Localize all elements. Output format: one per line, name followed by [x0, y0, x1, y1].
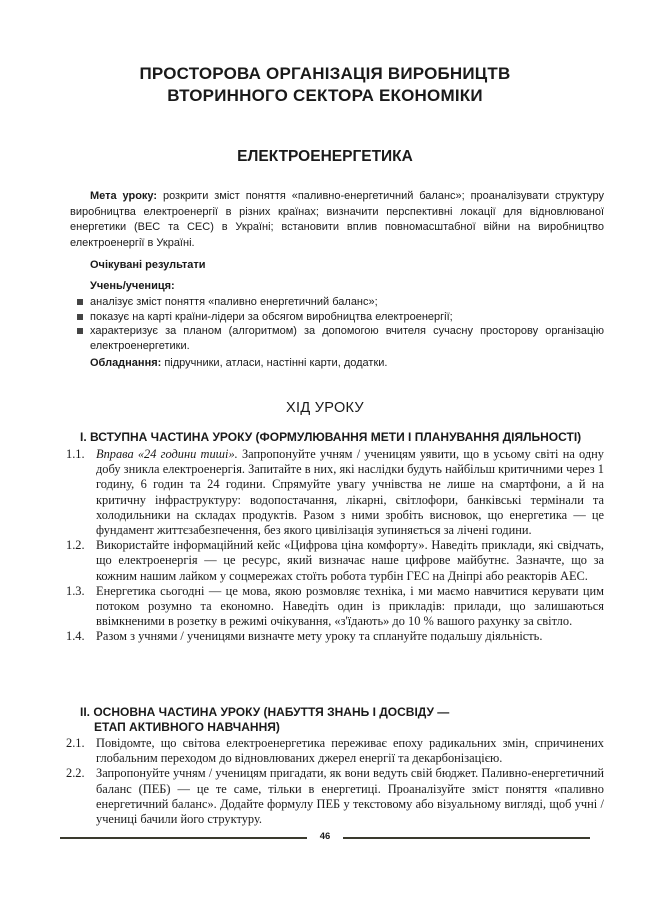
- page-title-line1: ПРОСТОРОВА ОРГАНІЗАЦІЯ ВИРОБНИЦТВ: [139, 64, 511, 83]
- section2-title-line1: ІІ. ОСНОВНА ЧАСТИНА УРОКУ (НАБУТТЯ ЗНАНЬ І ДОСВІДУ —: [80, 705, 450, 719]
- item-number: 1.1.: [66, 447, 85, 461]
- pupil-title: Учень/учениця:: [90, 280, 175, 292]
- list-item: [66, 736, 604, 766]
- list-item: [66, 766, 604, 827]
- item-number: 2.2.: [66, 766, 85, 781]
- list-item: [66, 538, 604, 584]
- section1-title: І. ВСТУПНА ЧАСТИНА УРОКУ (ФОРМУЛЮВАННЯ МЕТИ І ПЛАНУВАННЯ ДІЯЛЬНОСТІ): [80, 430, 582, 444]
- page-number: 46: [319, 831, 331, 842]
- item-text: Разом з учнями / ученицями визначте мету уроку та сплануйте подальшу діяльність.: [96, 629, 543, 644]
- item-number: 1.4.: [66, 629, 85, 644]
- list-item-text: показує на карті країни-лідери за обсягом виробництва електроенергії;: [90, 310, 453, 323]
- lesson-subtitle: ЕЛЕКТРОЕНЕРГЕТИКА: [237, 148, 413, 165]
- item-italic: Вправа «24 години тиші».: [96, 447, 238, 461]
- item-number: 1.3.: [66, 583, 85, 598]
- equipment-text: підручники, атласи, настінні карти, додатки.: [161, 357, 388, 369]
- list-item: [72, 295, 604, 310]
- equipment-label: Обладнання:: [90, 357, 162, 369]
- list-item: [72, 310, 604, 325]
- section2-title-line2: ЕТАП АКТИВНОГО НАВЧАННЯ): [94, 720, 280, 734]
- item-text: Енергетика сьогодні — це мова, якою розмовляє техніка, і ми маємо навчитися керувати цим потоком розумно та економно. Наведіть один із прикладів: прилади, що залишаються ввімкненими в розетку в режимі очікування, «з'їдають» до 10 % вашого рахунку за світло.: [96, 583, 604, 629]
- item-text: Запропонуйте учням / ученицям пригадати, як вони ведуть свій бюджет. Паливно-енергетичний баланс (ПЕБ) — це те саме, тільки в енергетиці. Проаналізуйте зміст поняття «паливно енергетичний баланс». Додайте формулу ПЕБ у текстовому або візуальному вигляді, щоб учні / учениці бачили його структуру.: [96, 766, 604, 827]
- list-item-text: аналізує зміст поняття «паливно енергетичний баланс»;: [90, 296, 378, 308]
- list-item: [66, 584, 604, 630]
- item-text: Запропонуйте учням / ученицям уявити, що в усьому світі на одну добу зникла електроенергія. Запитайте в них, які наслідки будуть найбільш критичними через 1 годину, 6 годин та 24 години. Спрямуйте увагу учнівства не лише на смартфони, а й на критичну інфраструктуру: водопостачання, лікарні, світлофори, банківські термінали та холодильники на складах продуктів. Разом з ними зробіть висновок, що енергетика — це фундамент життєзабезпечення, без якого цивілізація зупиняється за лічені години.: [96, 447, 605, 538]
- equipment: [90, 357, 387, 369]
- footer-divider-right: [343, 837, 590, 839]
- goal-text: розкрити зміст поняття «паливно-енергетичний баланс»; проаналізувати структуру виробництва електроенергії в різних країнах; визначити перспективні локації для відновлюваної енергетики (ВЕС та СЕС) в Україні; встановити вплив повномасштабної війни на виробництво електроенергії в Україні.: [70, 190, 605, 249]
- results-list: [72, 295, 604, 353]
- page-title-line2: ВТОРИННОГО СЕКТОРА ЕКОНОМІКИ: [167, 86, 483, 105]
- bullet-square-icon: [77, 299, 83, 305]
- section1-items: [66, 447, 604, 645]
- list-item: [66, 629, 604, 644]
- goal-label: Мета уроку:: [90, 190, 158, 202]
- section2-title: [80, 705, 449, 735]
- item-text: Повідомте, що світова електроенергетика переживає епоху радикальних змін, спричинених глобальним переходом до відновлюваних джерел енергії та декарбонізацією.: [96, 736, 604, 766]
- item-text: Використайте інформаційний кейс «Цифрова ціна комфорту». Наведіть приклади, які свідчать, що електроенергія — це ресурс, який визначає наше цифрове майбутнє. Зазначте, що за кожним нашим лайком у соцмережах стоїть робота турбін ГЕС на Дніпрі або реакторів АЕС.: [96, 538, 604, 583]
- list-item: [66, 447, 604, 538]
- page-footer: [60, 831, 590, 845]
- course-title: ХІД УРОКУ: [286, 400, 364, 416]
- results-title: Очікувані результати: [90, 259, 206, 271]
- bullet-square-icon: [77, 314, 83, 320]
- bullet-square-icon: [77, 328, 83, 334]
- list-item: [72, 324, 604, 353]
- section2-items: [66, 736, 604, 827]
- list-item-text: характеризує за планом (алгоритмом) за допомогою вчителя сучасну просторову організацію електроенергетики.: [90, 325, 604, 352]
- item-number: 2.1.: [66, 736, 85, 750]
- item-number: 1.2.: [66, 538, 85, 553]
- lesson-goal: [70, 189, 604, 251]
- page-title: [60, 63, 590, 107]
